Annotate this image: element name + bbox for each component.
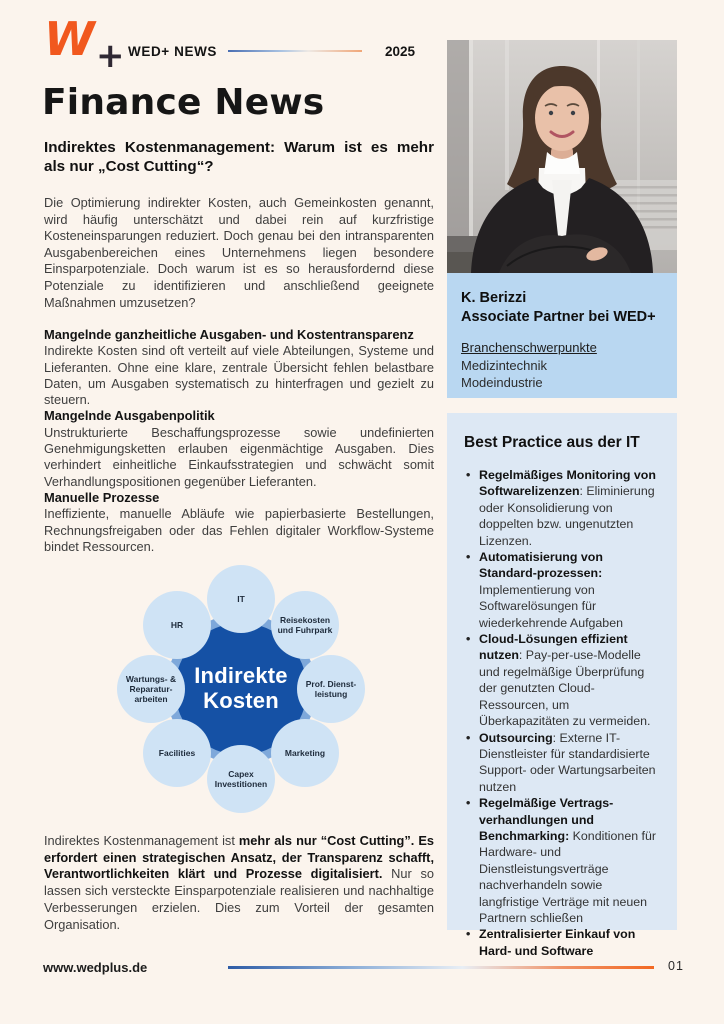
best-practice-item-outsourcing (464, 730, 660, 796)
diagram-node-reisekosten: Reisekosten und Fuhrpark (271, 591, 339, 659)
item-bold-text: Regelmäßige Vertrags-verhandlungen und Benchmarking: (479, 796, 614, 843)
diagram-center-label-line1: Indirekte (194, 663, 288, 689)
brand-name: WED+ NEWS (128, 44, 218, 59)
closing-text-normal1: Indirektes Kostenmanagement ist (44, 833, 239, 848)
footer-website: www.wedplus.de (43, 960, 148, 975)
item-bold-text: Automatisierung von Standard-prozessen: (479, 550, 603, 581)
item-rest-text: : Pay-per-use-Modelle und regelmäßige Überprüfung der genutzten Cloud-Ressourcen, um Überkapazitäten zu vermeiden. (479, 648, 651, 729)
footer-page-number: 01 (668, 959, 684, 973)
header-divider-line (228, 50, 362, 52)
section-heading-transparenz: Mangelnde ganzheitliche Ausgaben- und Kostentransparenz (44, 327, 414, 342)
article-closing (44, 833, 434, 933)
diagram-node-prof-dienstleistung: Prof. Dienst- leistung (297, 655, 365, 723)
article-headline: Indirektes Kostenmanagement: Warum ist es mehr als nur „Cost Cutting“? (44, 139, 434, 176)
article-intro: Die Optimierung indirekter Kosten, auch Gemeinkosten genannt, wird häufig unterschätzt und dabei rein auf kurzfristige Kosteneinsparungen reduziert. Doch genau bei den intransparenten Ausgabenbereichen eines Unternehmens liegen besondere Einsparpotenziale. Doch warum ist es so herausfordernd diese Potenziale zu identifizieren und anschließend geeignete Maßnahmen umzusetzen? (44, 195, 434, 310)
portrait-illustration (447, 40, 677, 273)
profile-industries-link[interactable]: Branchenschwerpunkte (461, 340, 597, 355)
indirect-costs-diagram (114, 562, 368, 816)
logo-w-mark-icon: W (44, 12, 95, 66)
article-sections (44, 327, 434, 555)
best-practice-item-vertraege (464, 795, 660, 926)
closing-text-bold1: mehr als nur “Cost Cutting”. (238, 833, 419, 848)
best-practice-item-automatisierung (464, 549, 660, 631)
item-bold-text: Regelmäßiges Monitoring von Softwarelizenzen (479, 468, 656, 499)
closing-text-normal2: Nur so lassen sich versteckte Einsparpotenziale realisieren und nachhaltige Verbesserungen erzielen. Dies zum Vorteil der gesamten Organisation. (44, 866, 434, 932)
item-bold-text: Cloud-Lösungen effizient nutzen (479, 632, 628, 663)
section-heading-manuelle-prozesse: Manuelle Prozesse (44, 489, 160, 505)
item-bold-text: Zentralisierter Einkauf von Hard- und Software (479, 927, 636, 958)
footer-divider-line (228, 966, 654, 969)
diagram-node-facilities: Facilities (143, 719, 211, 787)
section-body-transparenz: Indirekte Kosten sind oft verteilt auf viele Abteilungen, Systeme und Lieferanten. Ohne eine klare, zentrale Übersicht fehlen belastbare Daten, um Ausgaben systematisch zu hinterfragen und gezielt zu steuern. (44, 343, 434, 408)
profile-industry-medizintechnik: Medizintechnik (461, 358, 547, 373)
item-rest-text: : Eliminierung oder Konsolidierung von doppelten bzw. ungenutzten Lizenzen. (479, 484, 655, 548)
section-body-ausgabenpolitik: Unstrukturierte Beschaffungsprozesse sowie undefinierten Genehmigungsketten erlauben eigenmächtige Ausgaben. Dies verhindert einheitliche Einkaufsstrategien und schwächt somit Verhandlungspositionen gegenüber Lieferanten. (44, 424, 434, 489)
diagram-node-it: IT (207, 565, 275, 633)
profile-role: Associate Partner bei WED+ (461, 309, 656, 325)
diagram-node-marketing: Marketing (271, 719, 339, 787)
item-bold-text: Outsourcing (479, 730, 553, 745)
wedplus-logo (44, 12, 134, 76)
profile-name: K. Berizzi (461, 290, 527, 306)
section-body-manuelle-prozesse: Ineffiziente, manuelle Abläufe wie papierbasierte Bestellungen, Rechnungsfreigaben oder das Fehlen digitaler Workflow-Systeme bindet Ressourcen. (44, 506, 434, 554)
best-practice-item-monitoring (464, 467, 660, 549)
diagram-node-hr: HR (143, 591, 211, 659)
best-practice-item-cloud (464, 631, 660, 729)
item-rest-text: Implementierung von Softwarelösungen für wiederkehrende Aufgaben (479, 582, 623, 630)
face-shape (535, 85, 589, 151)
logo-plus-icon: + (96, 36, 125, 76)
diagram-node-capex: Capex Investitionen (207, 745, 275, 813)
page-title: Finance News (42, 82, 325, 123)
closing-text-bold2: Es erfordert einen strategischen Ansatz, der Transparenz schafft, Verantwortlichkeiten klärt und Prozesse digitalisiert. (44, 833, 434, 882)
best-practice-card (447, 413, 677, 958)
profile-industry-modeindustrie: Modeindustrie (461, 375, 543, 390)
item-rest-text: : Externe IT-Dienstleister für standardisierte Support- oder Wartungsarbeiten nutzen (479, 730, 656, 794)
portrait-photo (447, 40, 677, 273)
best-practice-item-einkauf (464, 926, 660, 959)
best-practice-title: Best Practice aus der IT (464, 434, 640, 451)
diagram-node-wartung: Wartungs- & Reparatur- arbeiten (117, 655, 185, 723)
item-rest-text: Konditionen für Hardware- und Dienstleistungsverträge nachverhandeln sowie langfristige Verträge mit neuen Partnern schließen (479, 828, 656, 925)
best-practice-list (464, 467, 660, 959)
profile-card (447, 273, 677, 398)
diagram-center-label-line2: Kosten (203, 688, 279, 713)
section-heading-ausgabenpolitik: Mangelnde Ausgabenpolitik (44, 408, 215, 424)
issue-year: 2025 (385, 44, 416, 59)
